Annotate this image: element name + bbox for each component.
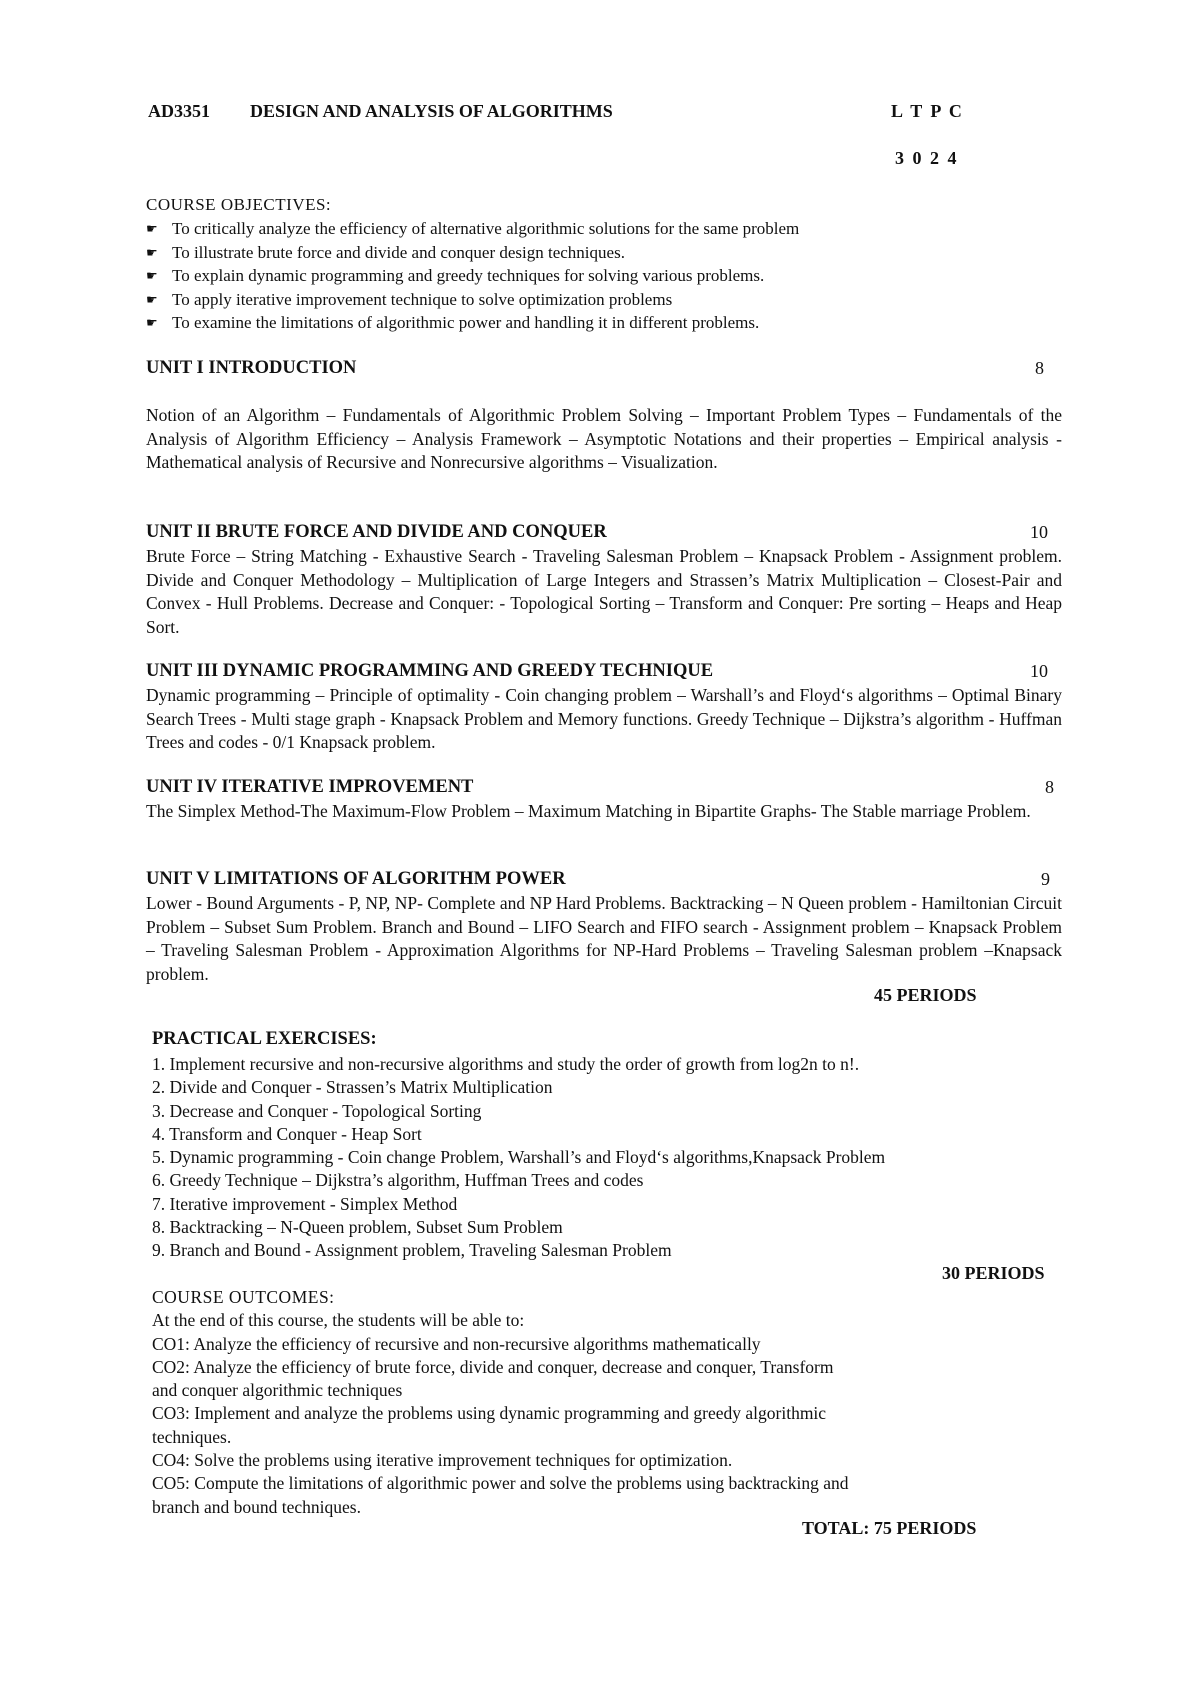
- practical-item: 7. Iterative improvement - Simplex Method: [152, 1193, 458, 1214]
- practical-periods: 30 PERIODS: [942, 1263, 1045, 1283]
- unit-4-title: UNIT IV ITERATIVE IMPROVEMENT: [146, 777, 474, 797]
- objectives-list: [146, 217, 799, 335]
- unit-1-hours: 8: [1035, 358, 1044, 378]
- ltpc-values: 3 0 2 4: [895, 148, 959, 168]
- objectives-heading: COURSE OBJECTIVES:: [146, 195, 332, 214]
- hand-pointer-icon: ☛: [146, 315, 158, 331]
- outcome-line: and conquer algorithmic techniques: [152, 1380, 403, 1401]
- objective-text: To apply iterative improvement technique to solve optimization problems: [172, 289, 673, 309]
- objective-item: [146, 264, 799, 288]
- outcomes-list: [152, 1286, 848, 1519]
- unit-4-content: The Simplex Method-The Maximum-Flow Problem – Maximum Matching in Bipartite Graphs- The Stable marriage Problem.: [146, 801, 1031, 821]
- unit-2-content: Brute Force – String Matching - Exhaustive Search - Traveling Salesman Problem – Knapsack Problem - Assignment problem. Divide and Conquer Methodology – Multiplication of Large Integers and Strassen’s Matrix Multiplication – Closest-Pair and Convex - Hull Problems. Decrease and Conquer: - Topological Sorting – Transform and Conquer: Pre sorting – Heaps and Heap Sort.: [146, 546, 1062, 637]
- total-periods: TOTAL: 75 PERIODS: [802, 1518, 977, 1538]
- outcome-line: CO2: Analyze the efficiency of brute force, divide and conquer, decrease and conquer, Transform: [152, 1356, 834, 1377]
- objective-item: [146, 241, 799, 265]
- objective-text: To explain dynamic programming and greedy techniques for solving various problems.: [172, 266, 765, 285]
- hand-pointer-icon: ☛: [146, 244, 158, 260]
- unit-1-content: Notion of an Algorithm – Fundamentals of Algorithmic Problem Solving – Important Problem Types – Fundamentals of the Analysis of Algorithm Efficiency – Analysis Framework – Asymptotic Notations and their properties – Empirical analysis - Mathematical analysis of Recursive and Nonrecursive algorithms – Visualization.: [146, 405, 1062, 472]
- outcome-line: techniques.: [152, 1426, 232, 1447]
- hand-pointer-icon: ☛: [146, 291, 158, 307]
- unit-2-title: UNIT II BRUTE FORCE AND DIVIDE AND CONQUER: [146, 522, 607, 542]
- practical-item: 1. Implement recursive and non-recursive algorithms and study the order of growth from log2n to n!.: [152, 1054, 860, 1074]
- outcomes-heading: COURSE OUTCOMES:: [152, 1287, 335, 1307]
- outcome-line: CO3: Implement and analyze the problems using dynamic programming and greedy algorithmic: [152, 1403, 827, 1424]
- practical-list: [152, 1053, 885, 1263]
- practical-item: 4. Transform and Conquer - Heap Sort: [152, 1123, 422, 1144]
- unit-1-title: UNIT I INTRODUCTION: [146, 358, 357, 378]
- unit-3-title: UNIT III DYNAMIC PROGRAMMING AND GREEDY TECHNIQUE: [146, 661, 714, 681]
- practical-heading: PRACTICAL EXERCISES:: [152, 1029, 377, 1049]
- outcome-line: CO1: Analyze the efficiency of recursive and non-recursive algorithms mathematically: [152, 1333, 761, 1354]
- unit-4-hours: 8: [1045, 777, 1054, 797]
- objective-text: To critically analyze the efficiency of alternative algorithmic solutions for the same problem: [172, 219, 800, 238]
- outcome-line: branch and bound techniques.: [152, 1496, 361, 1517]
- objective-text: To illustrate brute force and divide and conquer design techniques.: [172, 242, 625, 262]
- unit-3-hours: 10: [1030, 661, 1048, 681]
- outcome-line: CO4: Solve the problems using iterative improvement techniques for optimization.: [152, 1450, 733, 1471]
- unit-5-hours: 9: [1041, 869, 1050, 889]
- practical-item: 2. Divide and Conquer - Strassen’s Matrix Multiplication: [152, 1077, 553, 1098]
- hand-pointer-icon: ☛: [146, 221, 158, 237]
- objective-item: [146, 217, 799, 241]
- practical-item: 6. Greedy Technique – Dijkstra’s algorithm, Huffman Trees and codes: [152, 1170, 644, 1191]
- objective-text: To examine the limitations of algorithmic power and handling it in different problems.: [172, 313, 760, 332]
- objective-item: [146, 311, 799, 335]
- unit-5-content: Lower - Bound Arguments - P, NP, NP- Complete and NP Hard Problems. Backtracking – N Queen problem - Hamiltonian Circuit Problem – Subset Sum Problem. Branch and Bound – LIFO Search and FIFO search - Assignment problem – Knapsack Problem – Traveling Salesman Problem - Approximation Algorithms for NP-Hard Problems – Traveling Salesman problem –Knapsack problem.: [146, 893, 1062, 984]
- course-title: DESIGN AND ANALYSIS OF ALGORITHMS: [250, 101, 613, 121]
- ltpc-label: L T P C: [891, 101, 964, 121]
- outcomes-intro: At the end of this course, the students will be able to:: [152, 1310, 525, 1331]
- theory-periods: 45 PERIODS: [874, 985, 977, 1005]
- unit-3-content: Dynamic programming – Principle of optimality - Coin changing problem – Warshall’s and Floyd‘s algorithms – Optimal Binary Search Trees - Multi stage graph - Knapsack Problem and Memory functions. Greedy Technique – Dijkstra’s algorithm - Huffman Trees and codes - 0/1 Knapsack problem.: [146, 685, 1062, 752]
- course-code: AD3351: [148, 101, 210, 121]
- practical-item: 8. Backtracking – N-Queen problem, Subset Sum Problem: [152, 1217, 563, 1238]
- unit-2-hours: 10: [1030, 522, 1048, 542]
- outcome-line: CO5: Compute the limitations of algorithmic power and solve the problems using backtracking and: [152, 1473, 849, 1494]
- practical-item: 3. Decrease and Conquer - Topological Sorting: [152, 1100, 482, 1121]
- unit-5-title: UNIT V LIMITATIONS OF ALGORITHM POWER: [146, 869, 566, 889]
- practical-item: 5. Dynamic programming - Coin change Problem, Warshall’s and Floyd‘s algorithms,Knapsack Problem: [152, 1147, 886, 1168]
- practical-item: 9. Branch and Bound - Assignment problem, Traveling Salesman Problem: [152, 1240, 672, 1261]
- objective-item: [146, 288, 799, 312]
- hand-pointer-icon: ☛: [146, 268, 158, 284]
